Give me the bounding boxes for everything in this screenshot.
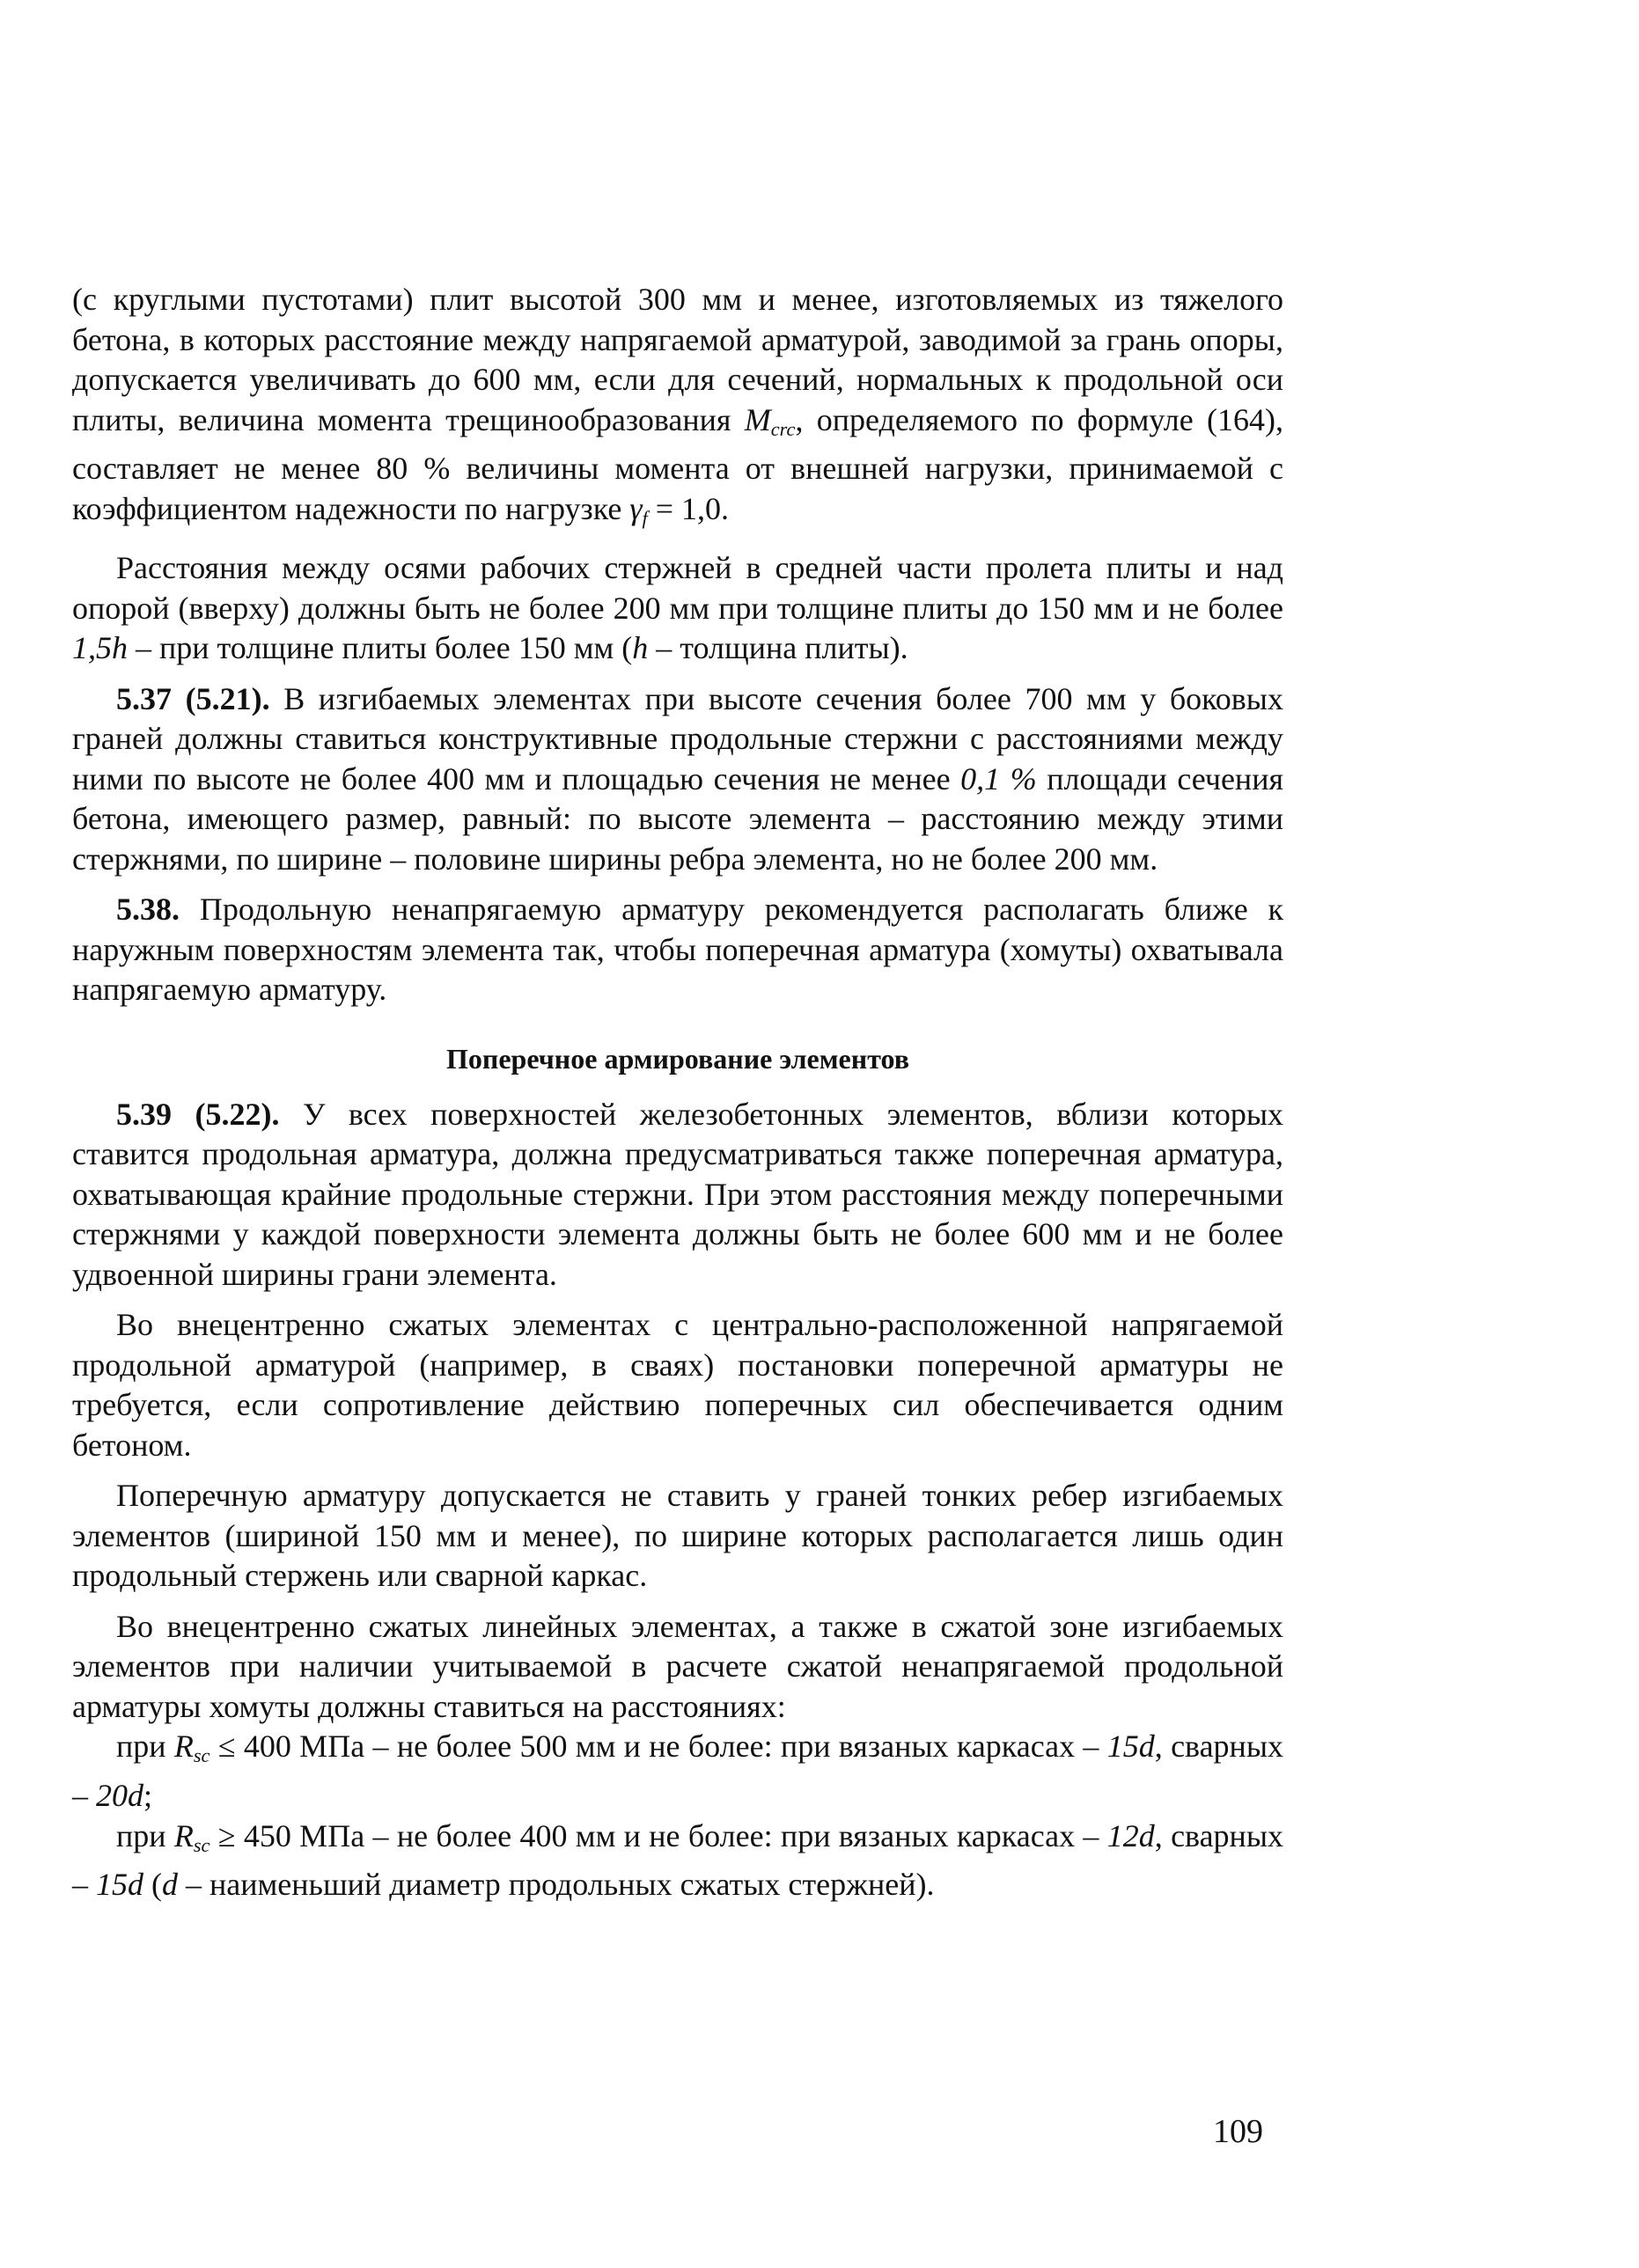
symbol-r-subscript: sc (193, 1833, 210, 1856)
paragraph-text: Продольную ненапрягаемую арматуру рекомендуется располагать ближе к наружным поверхностям элемента так, чтобы поперечная арматура (хомуты) охватывала напрягаемую арматуру. (72, 892, 1284, 1008)
page-number: 109 (1213, 2113, 1263, 2150)
paragraph-text: – при толщине плиты более 150 мм ( (136, 630, 633, 666)
symbol-r: R (173, 1817, 194, 1853)
paragraph-text: , сварных – (72, 1817, 1284, 1903)
page-body (72, 280, 1283, 1916)
symbol-r-subscript: sc (193, 1744, 210, 1767)
paragraph-text: , определяемого по формуле (164), составляет не менее 80 % величины момента от внешней нагрузки, принимаемой с коэффициентом надежности по нагрузке (72, 401, 1283, 526)
paragraph-continued (72, 280, 1283, 538)
clause-number: 5.37 (5.21). (116, 680, 270, 716)
symbol-gamma-subscript: f (642, 506, 648, 529)
section-heading: Поперечное армирование элементов (446, 1042, 909, 1075)
paragraph-text: ≤ 400 МПа – не более 500 мм и не более: при вязаных каркасах – (217, 1729, 1099, 1765)
paragraph-text: – толщина плиты). (656, 630, 908, 666)
formula-1-5h: 1,5h (72, 630, 128, 666)
percent-value: 0,1 % (960, 760, 1037, 796)
paragraph-text: , сварных – (72, 1729, 1284, 1814)
paragraph-text: Во внецентренно сжатых элементах с центрально-расположенной напрягаемой продольной арматурой (например, в сваях) постановки поперечной арматуры не требуется, если сопротивление действию поперечных сил обеспечивается одним бетоном. (72, 1307, 1283, 1463)
clause-5-37 (72, 679, 1283, 880)
clause-5-39 (72, 1095, 1283, 1295)
paragraph-text: площади сечения бетона, имеющего размер, равный: по высоте элемента – расстоянию между этими стержнями, по ширине – половине ширины ребра элемента, но не более 200 мм. (72, 760, 1284, 877)
paragraph-text: ; (143, 1778, 153, 1814)
paragraph-text: (с круглыми пустотами) плит высотой 300 мм и менее, изготовляемых из тяжелого бетона, в которых расстояние между напрягаемой арматурой, заводимой за грань опоры, допускается увеличивать до 600 мм, если для сечений, нормальных к продольной оси плиты, величина момента трещинообразования (72, 282, 1283, 437)
symbol-d: d (162, 1867, 178, 1903)
symbol-h: h (632, 630, 649, 666)
paragraph-text: У всех поверхностей железобетонных элементов, вблизи которых ставится продольная арматура, должна предусматриваться также поперечная арматура, охватывающая крайние продольные стержни. При этом расстояния между поперечными стержнями у каждой поверхности элемента должны быть не более 600 мм и не более удвоенной ширины грани элемента. (72, 1096, 1284, 1292)
paragraph-text: при (116, 1817, 166, 1853)
paragraph-text: = 1,0. (655, 490, 730, 526)
symbol-gamma: γ (629, 490, 643, 526)
symbol-m: M (744, 401, 771, 437)
paragraph-text: В изгибаемых элементах при высоте сечения более 700 мм у боковых граней должны ставиться конструктивные продольные стержни с расстояниями между ними по высоте не более 400 мм и площадью сечения не менее (72, 680, 1283, 796)
paragraph-stirrups (72, 1607, 1283, 1728)
condition-rsc-400 (72, 1727, 1283, 1816)
paragraph-eccentric (72, 1305, 1283, 1465)
paragraph-text: – наименьший диаметр продольных сжатых стержней). (186, 1867, 935, 1903)
paragraph-text: Поперечную арматуру допускается не ставить у граней тонких ребер изгибаемых элементов (шириной 150 мм и менее), по ширине которых располагается лишь один продольный стержень или сварной каркас. (72, 1478, 1283, 1594)
condition-rsc-450 (72, 1817, 1283, 1905)
clause-number: 5.38. (116, 892, 180, 928)
paragraph-text: Расстояния между осями рабочих стержней в средней части пролета плиты и над опорой (вверху) должны быть не более 200 мм при толщине плиты до 150 мм и не более (72, 550, 1283, 626)
paragraph-text: при (116, 1729, 166, 1765)
symbol-m-subscript: crc (770, 417, 796, 440)
symbol-r: R (173, 1729, 194, 1765)
clause-5-38 (72, 890, 1283, 1010)
paragraph-text: ( (151, 1867, 162, 1903)
paragraph-spacing (72, 548, 1283, 669)
formula-15d: 15d (96, 1867, 143, 1903)
formula-12d: 12d (1106, 1817, 1155, 1853)
formula-15d: 15d (1106, 1729, 1155, 1765)
formula-20d: 20d (96, 1778, 143, 1814)
clause-number: 5.39 (5.22). (116, 1096, 280, 1132)
paragraph-text: Во внецентренно сжатых линейных элементах, а также в сжатой зоне изгибаемых элементов при наличии учитываемой в расчете сжатой ненапрягаемой продольной арматуры хомуты должны ставиться на расстояниях: (72, 1608, 1283, 1724)
paragraph-text: ≥ 450 МПа – не более 400 мм и не более: при вязаных каркасах – (217, 1817, 1099, 1853)
paragraph-thin-ribs (72, 1476, 1283, 1596)
